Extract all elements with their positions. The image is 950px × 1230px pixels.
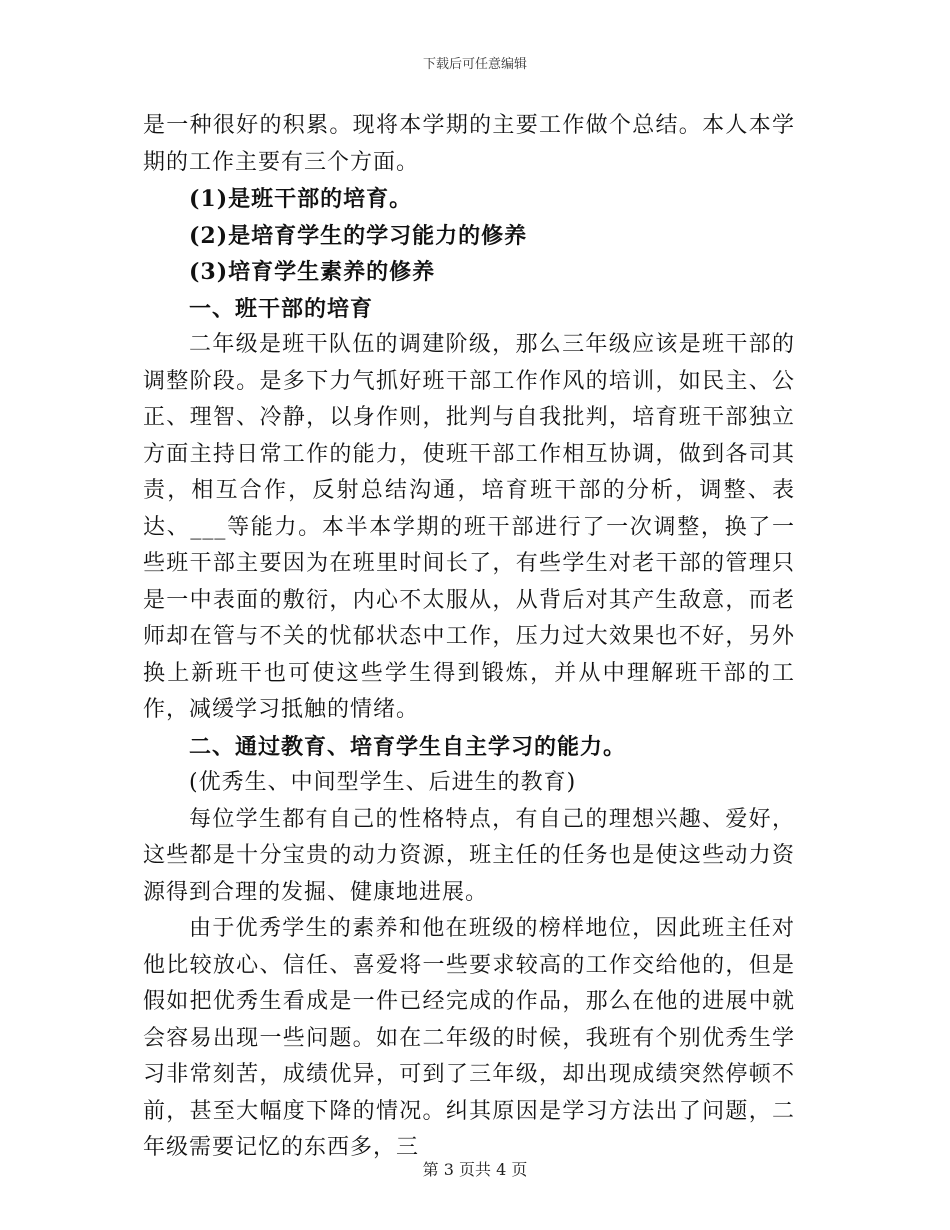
paragraph-excellent-students: 由于优秀学生的素养和他在班级的榜样地位，因此班主任对他比较放心、信任、喜爱将一些要求较高的工作交给他的，但是假如把优秀生看成是一件已经完成的作品，那么在他的进展中就会容易出现一些问题。如在二年级的时候，我班有个别优秀生学习非常刻苦，成绩优异，可到了三年级，却出现成绩突然停顿不前，甚至大幅度下降的情况。纠其原因是学习方法出了问题，二年级需要记忆的东西多，三 bbox=[143, 916, 795, 1160]
paragraph-student-traits: 每位学生都有自己的性格特点，有自己的理想兴趣、爱好，这些都是十分宝贵的动力资源，班主任的任务也是使这些动力资源得到合理的发掘、健康地进展。 bbox=[143, 806, 795, 905]
list-item-1: (1)是班干部的培育。 bbox=[189, 186, 413, 212]
paragraph-subtitle: (优秀生、中间型学生、后进生的教育) bbox=[189, 770, 577, 795]
section-heading-1: 一、班干部的培育 bbox=[189, 295, 374, 322]
paragraph-intro: 是一种很好的积累。现将本学期的主要工作做个总结。本人本学期的工作主要有三个方面。 bbox=[143, 113, 795, 175]
list-item-2: (2)是培育学生的学习能力的修养 bbox=[189, 222, 528, 249]
section-heading-2: 二、通过教育、培育学生自主学习的能力。 bbox=[189, 733, 627, 760]
list-item-3: (3)培育学生素养的修养 bbox=[189, 259, 436, 285]
paragraph-class-leaders: 二年级是班干队伍的调建阶级，那么三年级应该是班干部的调整阶段。是多下力气抓好班干部工作作风的培训，如民主、公正、理智、冷静，以身作则，批判与自我批判，培育班干部独立方面主持日常工作的能力，使班干部工作相互协调，做到各司其责，相互合作，反射总结沟通，培育班干部的分析，调整、表达、___等能力。本半本学期的班干部进行了一次调整，换了一些班干部主要因为在班里时间长了，有些学生对老干部的管理只是一中表面的敷衍，内心不太服从，从背后对其产生敌意，而老师却在管与不关的忧郁状态中工作，压力过大效果也不好，另外换上新班干也可使这些学生得到锻炼，并从中理解班干部的工作，减缓学习抵触的情绪。 bbox=[143, 332, 795, 722]
page-footer: 第 3 页共 4 页 bbox=[422, 1160, 528, 1179]
document-body bbox=[143, 108, 795, 1167]
page-header: 下载后可任意编辑 bbox=[422, 57, 527, 72]
